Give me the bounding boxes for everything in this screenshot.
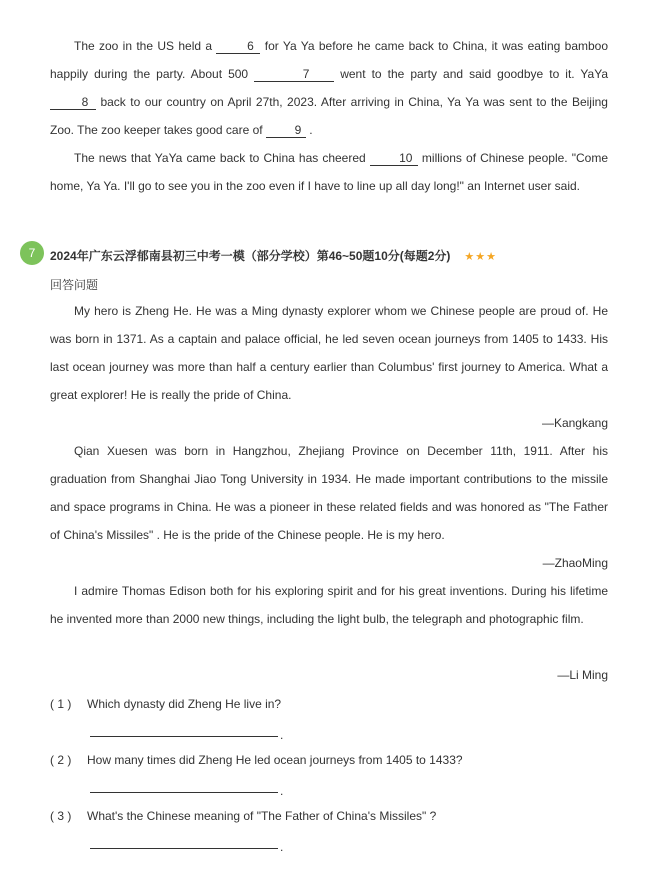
question-item (50, 697, 281, 711)
question-number: ( 2 ) (50, 753, 72, 767)
text-run: went to the party and said goodbye to it. YaYa (340, 67, 609, 81)
answer-period: . (280, 728, 284, 742)
author-signature: —Kangkang (541, 416, 608, 430)
text-run: The news that YaYa came back to China has cheered (74, 151, 366, 165)
difficulty-stars-icon: ★★★ (464, 251, 498, 263)
blank-10: 10 (370, 151, 418, 166)
answer-line[interactable] (90, 728, 278, 737)
blank-8: 8 (50, 95, 96, 110)
blank-7: 7 (254, 67, 334, 82)
text-run: millions of Chinese people. "Come home, Ya Ya. I'll go to see you in the zoo even if I have to line up all day long!" an Internet user said. (50, 151, 608, 193)
question-number-badge: 7 (20, 241, 44, 265)
answer-line[interactable] (90, 840, 278, 849)
text-run: for Ya Ya before he came back to China, it was eating bamboo happily during the party. About 500 (50, 39, 609, 81)
question-text: How many times did Zheng He led ocean journeys from 1405 to 1433? (87, 753, 463, 767)
question-header (50, 247, 497, 264)
blank-9: 9 (266, 123, 306, 138)
question-title: 2024年广东云浮郁南县初三中考一模（部分学校）第46~50题10分(每题2分) (50, 249, 451, 263)
passage-zhaoming: Qian Xuesen was born in Hangzhou, Zhejiang Province on December 11th, 1911. After his graduation from Shanghai Jiao Tong University in 1934. He made important contributions to the missile and space programs in China. He was a pioneer in these related fields and was honored as "The Father of China's Missiles" . He is the pride of the Chinese people. He is my hero. (50, 444, 608, 542)
answer-period: . (280, 840, 284, 854)
passage-liming: I admire Thomas Edison both for his exploring spirit and for his great inventions. During his lifetime he invented more than 2000 new things, including the light bulb, the telegraph and photographic film. (50, 584, 608, 626)
answer-period: . (280, 784, 284, 798)
blank-6: 6 (216, 39, 260, 54)
question-item (50, 809, 436, 823)
passage-kangkang: My hero is Zheng He. He was a Ming dynasty explorer whom we Chinese people are proud of. He was born in 1371. As a captain and palace official, he led seven ocean journeys from 1405 to 1433. His last ocean journey was more than half a century earlier than Columbus' first journey to America. What a great explorer! He is really the pride of China. (50, 304, 608, 402)
question-text: Which dynasty did Zheng He live in? (87, 697, 282, 711)
question-text: What's the Chinese meaning of "The Father of China's Missiles" ? (87, 809, 437, 823)
question-number: ( 1 ) (50, 697, 72, 711)
passage-paragraph-1 (50, 32, 608, 144)
text-run: The zoo in the US held a (74, 39, 213, 53)
question-number: ( 3 ) (50, 809, 72, 823)
text-run: back to our country on April 27th, 2023. After arriving in China, Ya Ya was sent to the Beijing Zoo. The zoo keeper takes good care of (50, 95, 608, 137)
author-signature: —ZhaoMing (542, 556, 608, 570)
answer-line[interactable] (90, 784, 278, 793)
question-item (50, 753, 463, 767)
passage-paragraph-2 (50, 144, 608, 200)
text-run: . (309, 123, 313, 137)
author-signature: —Li Ming (557, 668, 608, 682)
section-label: 回答问题 (50, 278, 99, 292)
